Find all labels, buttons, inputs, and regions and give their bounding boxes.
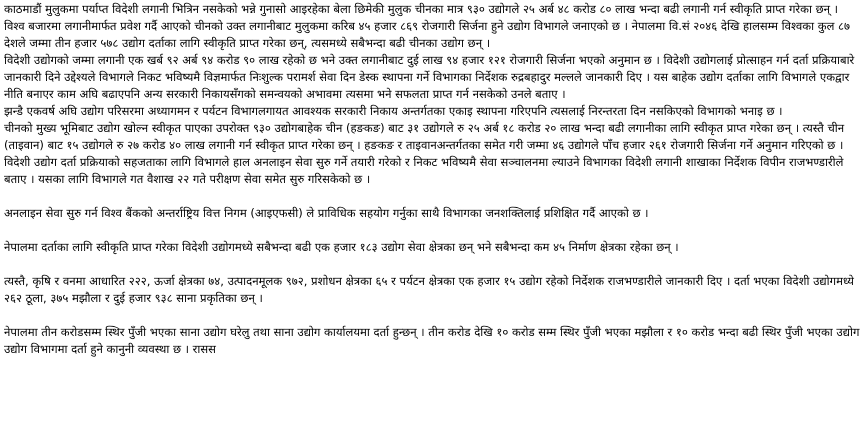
paragraph-sector-breakdown: त्यस्तै, कृषि र वनमा आधारित २२२, ऊर्जा क्षेत्रका ७४, उत्पादनमूलक ९७२, प्रशोधन क्षेत्रका ६५ र पर्यटन क्षेत्रका एक हजार १५ उद्योग रहेको निर्देशक राजभण्डारीले जानकारी दिए । दर्ता भएका विदेशी उद्योगमध्ये २६२ ठूला, ३७५ मझौला र दुई हजार ९३८ साना प्रकृतिका छन् । — [4, 274, 854, 305]
paragraph-sector-services: नेपालमा दर्ताका लागि स्वीकृति प्राप्त गरेका विदेशी उद्योगमध्ये सबैभन्दा बढी एक हजार १८३ उद्योग सेवा क्षेत्रका छन् भने सबैभन्दा कम ४५ निर्माण क्षेत्रका रहेका छन् । — [4, 240, 679, 254]
paragraph-ifc-support: अनलाइन सेवा सुरु गर्न विश्व बैंकको अन्तर्राष्ट्रिय वित्त निगम (आइएफसी) ले प्राविधिक सहयोग गर्नुका साथै विभागका जनशक्तिलाई प्रशिक्षित गर्दै आएको छ । — [4, 206, 649, 220]
paragraph-one-window-unit: झन्डै एकवर्ष अघि उद्योग परिसरमा अध्यागमन र पर्यटन विभागलगायत आवश्यक सरकारी निकाय अन्तर्गतका एकाइ स्थापना गरिएपनि त्यसलाई निरन्तरता दिन नसकिएको विभागको भनाइ छ । — [4, 104, 783, 118]
paragraph-intro: काठमाडौं मुलुकमा पर्याप्त विदेशी लगानी भित्रिन नसकेको भन्ने गुनासो आइरहेका बेला छिमेकी मुलुक चीनका मात्र ९३० उद्योगले २५ अर्ब ४८ करोड ८० लाख भन्दा बढी लगानी गर्न स्वीकृति प्राप्त गरेका छन् । विश्व बजारमा लगानीमार्फत प्रवेश गर्दै आएको चीनको उक्त लगानीबाट मुलुकमा करिब ४५ हजार ८६९ रोजगारी सिर्जना हुने उद्योग विभागले जनाएको छ । नेपालमा वि.सं २०४६ देखि हालसम्म विश्वका कुल ८७ देशले जम्मा तीन हजार ५७८ उद्योग दर्ताका लागि स्वीकृति प्राप्त गरेका छन्, त्यसमध्ये सबैभन्दा बढी चीनका उद्योग छन् । — [4, 2, 851, 50]
paragraph-hongkong-taiwan: चीनको मुख्य भूमिबाट उद्योग खोल्न स्वीकृत पाएका उपरोक्त ९३० उद्योगबाहेक चीन (हङकङ) बाट ३१ उद्योगले रु २५ अर्ब १८ करोड २० लाख भन्दा बढी लगानीका लागि स्वीकृत प्राप्त गरेका छन् । त्यस्तै चीन (ताइवान) बाट १५ उद्योगले रु २७ करोड ४० लाख लगानी गर्न स्वीकृत प्राप्त गरेका छन् । हङकङ र ताइवानअन्तर्गतका समेत गरी जम्मा ४६ उद्योगले पाँच हजार २६१ रोजगारी सिर्जना गर्ने अनुमान गरिएको छ । विदेशी उद्योग दर्ता प्रक्रियाको सहजताका लागि विभागले हाल अनलाइन सेवा सुरु गर्ने तयारी गरेको र निकट भविष्यमै सेवा सञ्चालनमा ल्याउने विभागका विदेशी लगानी शाखाका निर्देशक विपीन राजभण्डारीले बताए । यसका लागि विभागले गत वैशाख २२ गते परीक्षण सेवा समेत सुरु गरिसकेको छ । — [4, 121, 845, 186]
paragraph-foreign-investment: विदेशी उद्योगको जम्मा लगानी एक खर्ब ९२ अर्ब ९४ करोड ९० लाख रहेको छ भने उक्त लगानीबाट दुई लाख ९४ हजार १२१ रोजगारी सिर्जना भएको अनुमान छ । विदेशी उद्योगलाई प्रोत्साहन गर्न दर्ता प्रक्रियाबारे जानकारी दिने उद्देश्यले विभागले निकट भविष्यमै विज्ञमार्फत निःशुल्क परामर्श सेवा दिन डेस्क स्थापना गर्ने विभागका निर्देशक रुद्रबहादुर मल्लले जानकारी दिए । यस बाहेक उद्योग दर्ताका लागि विभागले एकद्वार नीति बनाएर काम अघि बढाएपनि अन्य सरकारी निकायसँगको समन्वयको अभावमा त्यसमा भने सफलता प्राप्त गर्न नसकेको उनले बताए । — [4, 53, 855, 101]
paragraph-capital-rules: नेपालमा तीन करोडसम्म स्थिर पुँजी भएका साना उद्योग घरेलु तथा साना उद्योग कार्यालयमा दर्ता हुन्छन् । तीन करोड देखि १० करोड सम्म स्थिर पुँजी भएका मझौला र १० करोड भन्दा बढी स्थिर पुँजी भएका उद्योग उद्योग विभागमा दर्ता हुने कानुनी व्यवस्था छ । रासस — [4, 325, 860, 356]
